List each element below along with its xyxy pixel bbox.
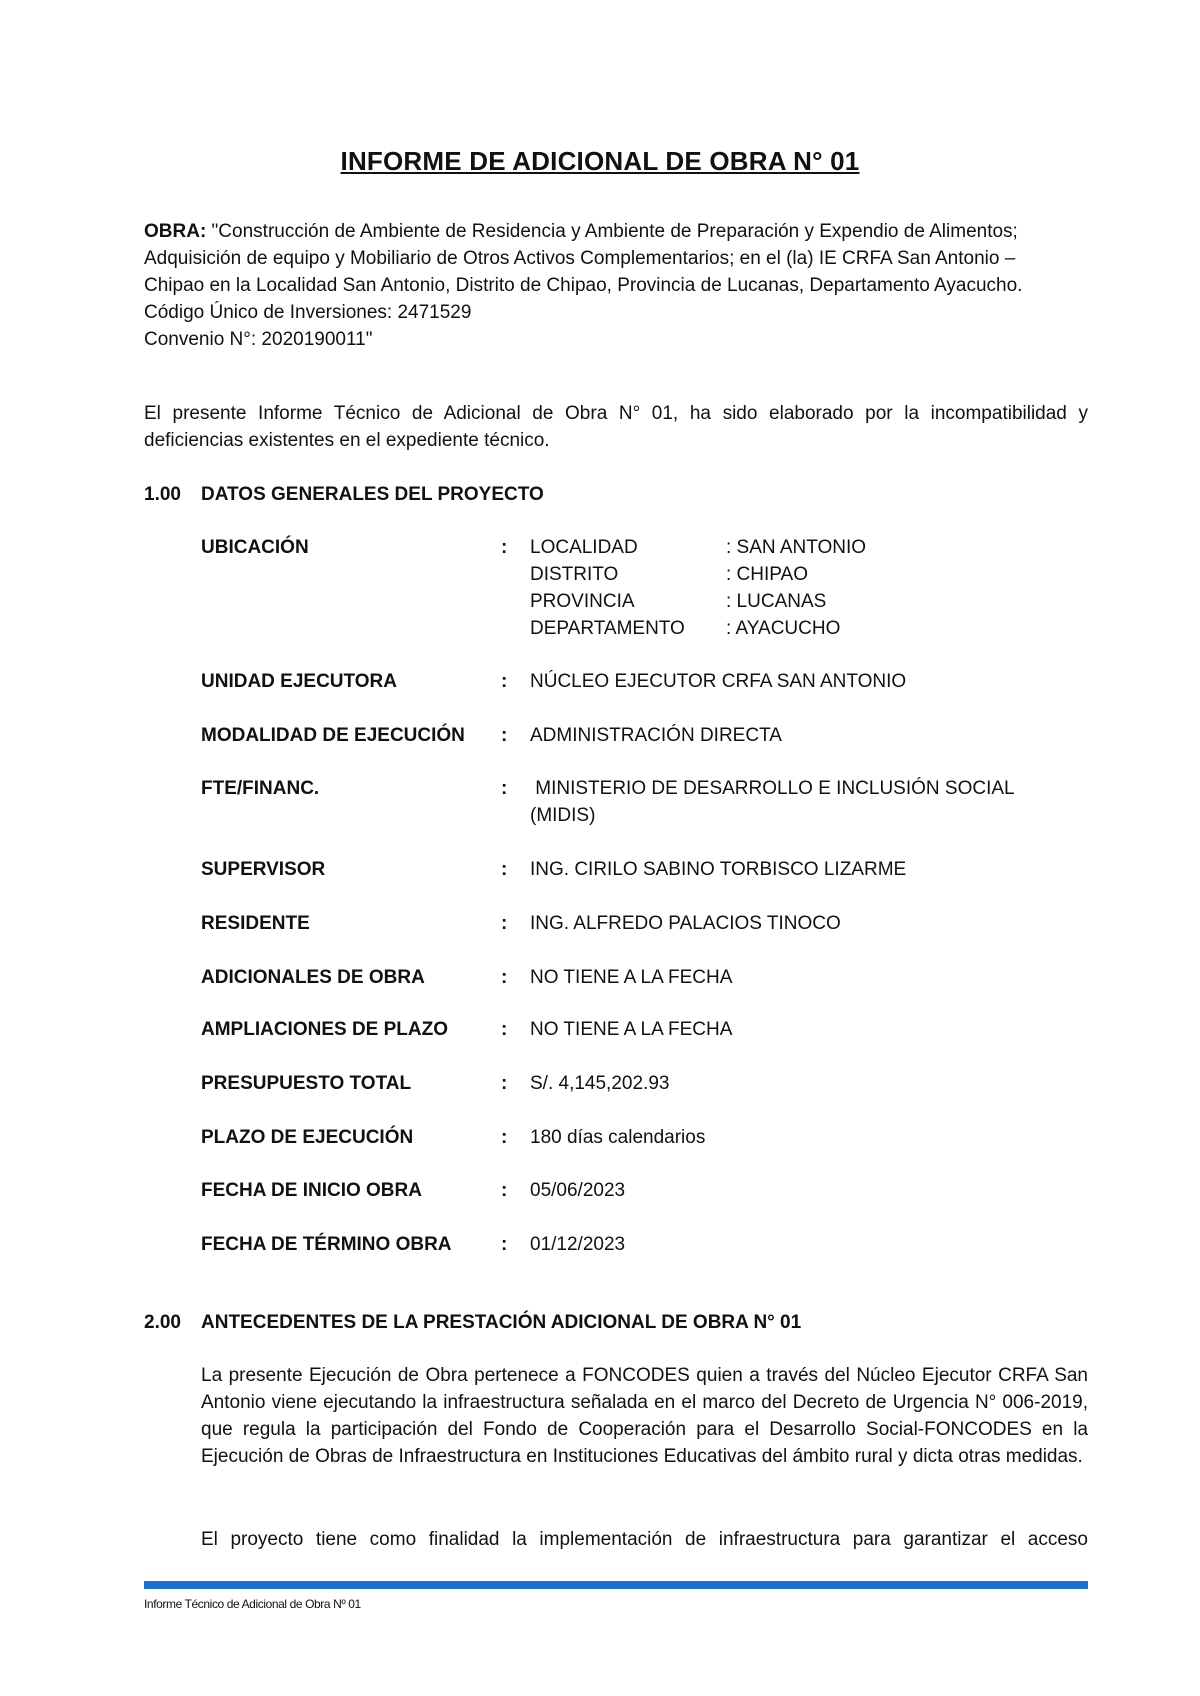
field-label: FECHA DE TÉRMINO OBRA (201, 1234, 452, 1255)
field-value: ADMINISTRACIÓN DIRECTA (530, 725, 782, 746)
footer-rule (144, 1581, 1088, 1589)
section-2-number: 2.00 (144, 1312, 181, 1333)
obra-line-4: Código Único de Inversiones: 2471529 (144, 302, 472, 323)
field-value: NO TIENE A LA FECHA (530, 1019, 733, 1040)
field-value: 05/06/2023 (530, 1180, 626, 1201)
field-colon: : (501, 913, 508, 934)
field-value: NÚCLEO EJECUTOR CRFA SAN ANTONIO (530, 671, 907, 692)
ubicacion-localidad: LOCALIDAD : SAN ANTONIO (530, 537, 867, 558)
field-colon: : (501, 1234, 508, 1255)
ubicacion-departamento: DEPARTAMENTO : AYACUCHO (530, 618, 841, 639)
field-label: PLAZO DE EJECUCIÓN (201, 1127, 414, 1148)
field-value: S/. 4,145,202.93 (530, 1073, 670, 1094)
obra-line-1: OBRA: "Construcción de Ambiente de Residencia y Ambiente de Preparación y Expendio de Alimentos; (144, 221, 1018, 242)
section-1-title: DATOS GENERALES DEL PROYECTO (201, 484, 544, 505)
field-label: AMPLIACIONES DE PLAZO (201, 1019, 449, 1040)
field-value: NO TIENE A LA FECHA (530, 967, 733, 988)
field-label: PRESUPUESTO TOTAL (201, 1073, 412, 1094)
field-value: MINISTERIO DE DESARROLLO E INCLUSIÓN SOCIAL (MIDIS) (530, 778, 1020, 826)
ubicacion-provincia: PROVINCIA : LUCANAS (530, 591, 827, 612)
field-value: ING. CIRILO SABINO TORBISCO LIZARME (530, 859, 907, 880)
field-colon: : (501, 1180, 508, 1201)
section-2-paragraph-1: La presente Ejecución de Obra pertenece a FONCODES quien a través del Núcleo Ejecutor CRFA San Antonio viene ejecutando la infraestructura señalada en el marco del Decreto de Urgencia N° 006-2019, que regula la participación del Fondo de Cooperación para el Desarrollo Social-FONCODES en la Ejecución de Obras de Infraestructura en Instituciones Educativas del ámbito rural y dicta otras medidas. (201, 1365, 1088, 1467)
obra-label: OBRA: (144, 221, 207, 242)
field-colon: : (501, 1073, 508, 1094)
field-label: UBICACIÓN (201, 537, 309, 558)
ubicacion-distrito: DISTRITO : CHIPAO (530, 564, 808, 585)
obra-block (144, 218, 1088, 353)
ubicacion-values (530, 534, 1090, 642)
field-label: MODALIDAD DE EJECUCIÓN (201, 725, 465, 746)
field-colon: : (501, 1019, 508, 1040)
field-value: 01/12/2023 (530, 1234, 626, 1255)
field-colon: : (501, 967, 508, 988)
section-1-heading (144, 484, 544, 506)
obra-line-5: Convenio N°: 2020190011" (144, 329, 373, 350)
intro-paragraph: El presente Informe Técnico de Adicional de Obra N° 01, ha sido elaborado por la incompatibilidad y deficiencias existentes en el expediente técnico. (144, 403, 1088, 451)
field-colon: : (501, 778, 508, 799)
field-value: 180 días calendarios (530, 1127, 706, 1148)
section-2-paragraph-2: El proyecto tiene como finalidad la implementación de infraestructura para garantizar el acceso (201, 1529, 1088, 1550)
field-label: FTE/FINANC. (201, 778, 320, 799)
document-title: INFORME DE ADICIONAL DE OBRA N° 01 (340, 146, 860, 176)
field-colon: : (501, 537, 508, 558)
obra-line-3: Chipao en la Localidad San Antonio, Distrito de Chipao, Provincia de Lucanas, Departamento Ayacucho. (144, 275, 1023, 296)
field-label: SUPERVISOR (201, 859, 326, 880)
field-colon: : (501, 859, 508, 880)
section-1-number: 1.00 (144, 484, 181, 505)
footer-text: Informe Técnico de Adicional de Obra Nº 01 (144, 1597, 361, 1611)
field-label: FECHA DE INICIO OBRA (201, 1180, 422, 1201)
field-colon: : (501, 725, 508, 746)
field-label: RESIDENTE (201, 913, 310, 934)
section-2-title: ANTECEDENTES DE LA PRESTACIÓN ADICIONAL DE OBRA N° 01 (201, 1312, 802, 1333)
section-2-heading (144, 1312, 801, 1334)
field-value: ING. ALFREDO PALACIOS TINOCO (530, 913, 841, 934)
field-label: UNIDAD EJECUTORA (201, 671, 398, 692)
field-label: ADICIONALES DE OBRA (201, 967, 425, 988)
field-colon: : (501, 671, 508, 692)
obra-line-2: Adquisición de equipo y Mobiliario de Otros Activos Complementarios; en el (la) IE CRFA San Antonio – (144, 248, 1016, 269)
field-colon: : (501, 1127, 508, 1148)
